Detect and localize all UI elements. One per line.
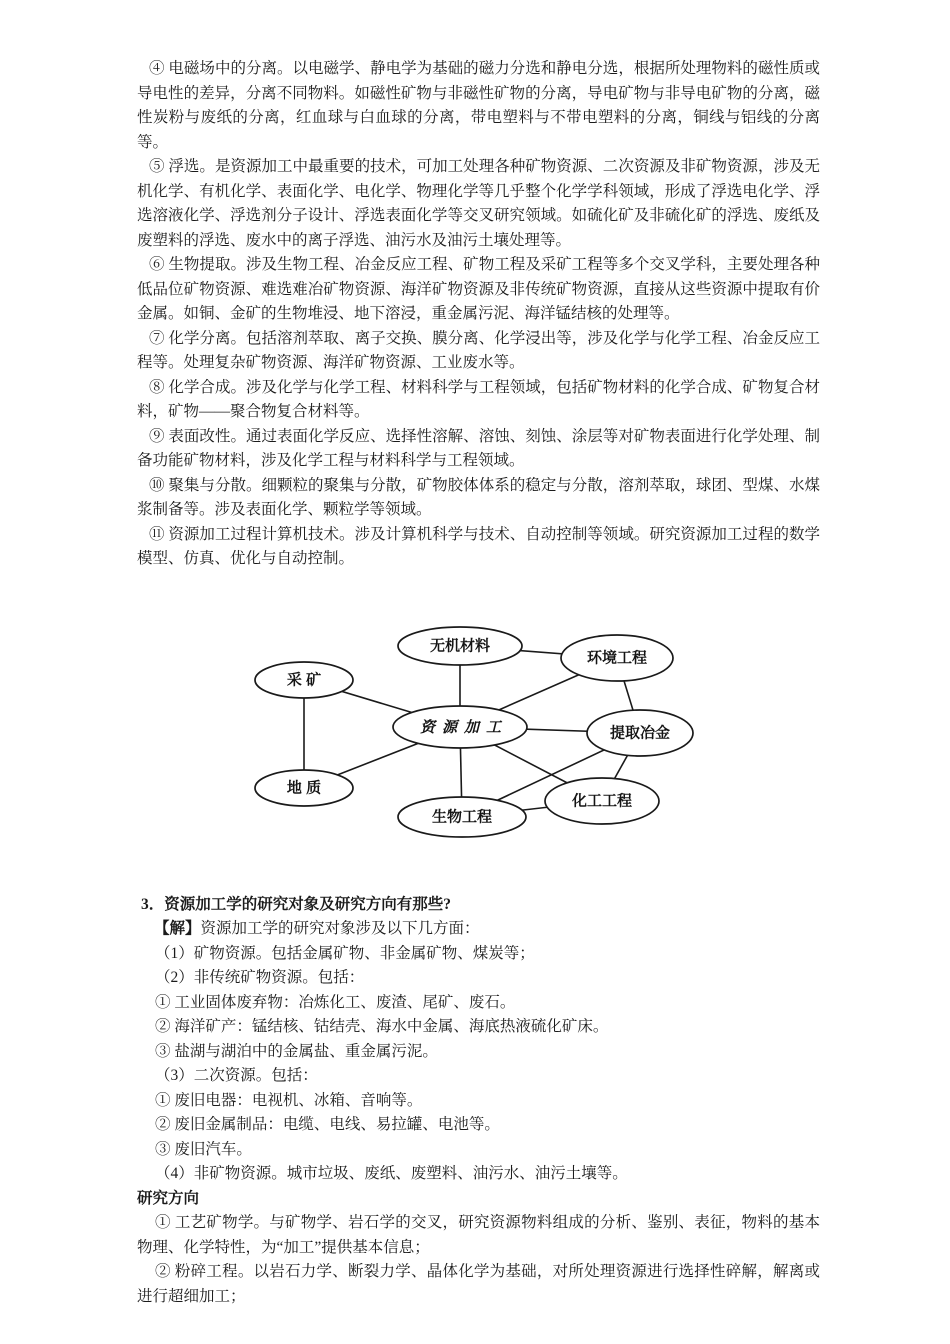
- list-item-10: （4）非矿物资源。城市垃圾、废纸、废塑料、油污水、油污土壤等。: [155, 1165, 628, 1182]
- diagram-node-label: 环境工程: [586, 649, 648, 666]
- diagram-node-dizhi: [255, 770, 353, 806]
- diagram-node-label: 生物工程: [431, 808, 493, 825]
- diagram-node-label: 采 矿: [286, 671, 322, 688]
- diagram-node-tiqu-yejin: [587, 710, 693, 756]
- diagram-node-ziyuan-jiagong: [393, 706, 527, 748]
- list-item-6: （3）二次资源。包括：: [155, 1067, 318, 1084]
- paragraph-item-10: ⑩ 聚集与分散。细颗粒的聚集与分散，矿物胶体体系的稳定与分散，溶剂萃取，球团、型煤、水煤浆制备等。涉及表面化学、颗粒学等领域。: [137, 476, 820, 518]
- paragraph-item-4: ④ 电磁场中的分离。以电磁学、静电学为基础的磁力分选和静电分选，根据所处理物料的磁性质或导电性的差异，分离不同物料。如磁性矿物与非磁性矿物的分离，导电矿物与非导电矿物的分离，磁性炭粉与废纸的分离，红血球与白血球的分离，带电塑料与不带电塑料的分离，铜线与铝线的分离等。: [137, 60, 820, 151]
- list-item-9: ③ 废旧汽车。: [155, 1140, 252, 1158]
- research-direction-heading: 研究方向: [137, 1189, 200, 1207]
- list-item-2: （2）非传统矿物资源。包括：: [155, 969, 365, 986]
- diagram-node-label: 无机材料: [429, 637, 491, 654]
- paragraph-item-8: ⑧ 化学合成。涉及化学与化学工程、材料科学与工程领域，包括矿物材料的化学合成、矿物复合材料，矿物——聚合物复合材料等。: [137, 378, 820, 420]
- diagram-node-wuji-cailiao: [398, 627, 522, 665]
- diagram-node-huanjing-gongcheng: [561, 635, 673, 681]
- paragraph-item-7: ⑦ 化学分离。包括溶剂萃取、离子交换、膜分离、化学浸出等，涉及化学与化学工程、冶金反应工程等。处理复杂矿物资源、海洋矿物资源、工业废水等。: [137, 329, 820, 371]
- diagram-node-caikuang: [255, 662, 353, 698]
- direction-paragraph-1: ① 工艺矿物学。与矿物学、岩石学的交叉，研究资源物料组成的分析、鉴别、表征，物料的基本物理、化学特性，为“加工”提供基本信息；: [137, 1214, 820, 1256]
- paragraph-item-5: ⑤ 浮选。是资源加工中最重要的技术，可加工处理各种矿物资源、二次资源及非矿物资源，涉及无机化学、有机化学、表面化学、电化学、物理化学等几乎整个化学学科领域，形成了浮选电化学、浮选溶液化学、浮选剂分子设计、浮选表面化学等交叉研究领域。如硫化矿及非硫化矿的浮选、废纸及废塑料的浮选、废水中的离子浮选、油污水及油污土壤处理等。: [137, 158, 820, 249]
- list-item-7: ① 废旧电器：电视机、冰箱、音响等。: [155, 1091, 423, 1109]
- paragraph-item-6: ⑥ 生物提取。涉及生物工程、冶金反应工程、矿物工程及采矿工程等多个交叉学科，主要处理各种低品位矿物资源、难选难冶矿物资源、海洋矿物资源及非传统矿物资源，直接从这些资源中提取有价金属。如铜、金矿的生物堆浸、地下溶浸，重金属污泥、海洋锰结核的处理等。: [137, 256, 820, 322]
- direction-paragraph-2: ② 粉碎工程。以岩石力学、断裂力学、晶体化学为基础，对所处理资源进行选择性碎解，解离或进行超细加工；: [137, 1263, 820, 1305]
- diagram-node-label: 化工工程: [571, 792, 633, 809]
- diagram-node-shengwu-gongcheng: [398, 797, 526, 837]
- answer-intro-line: [137, 917, 820, 942]
- diagram-node-label: 资源加工: [419, 717, 509, 736]
- paragraph-item-9: ⑨ 表面改性。通过表面化学反应、选择性溶解、溶蚀、刻蚀、涂层等对矿物表面进行化学处理、制备功能矿物材料，涉及化学工程与材料科学与工程领域。: [137, 427, 820, 469]
- list-item-8: ② 废旧金属制品：电缆、电线、易拉罐、电池等。: [155, 1116, 500, 1133]
- diagram-node-huagong-gongcheng: [545, 778, 659, 824]
- question-heading: 3．资源加工学的研究对象及研究方向有那些?: [141, 895, 452, 913]
- list-item-5: ③ 盐湖与湖泊中的金属盐、重金属污泥。: [155, 1042, 438, 1060]
- list-item-3: ① 工业固体废弃物：冶炼化工、废渣、尾矿、废石。: [155, 993, 516, 1011]
- answer-intro-text: 资源加工学的研究对象涉及以下几方面：: [200, 920, 480, 937]
- diagram-node-label: 地 质: [286, 779, 322, 796]
- diagram-node-label: 提取冶金: [609, 724, 671, 741]
- discipline-network-diagram: [235, 610, 705, 860]
- answer-label: 【解】: [154, 920, 201, 937]
- list-item-1: （1）矿物资源。包括金属矿物、非金属矿物、煤炭等；: [155, 944, 535, 962]
- list-item-4: ② 海洋矿产：锰结核、钴结壳、海水中金属、海底热液硫化矿床。: [155, 1018, 609, 1035]
- diagram-canvas: [235, 610, 705, 860]
- paragraph-item-11: ⑪ 资源加工过程计算机技术。涉及计算机科学与技术、自动控制等领域。研究资源加工过程的数学模型、仿真、优化与自动控制。: [137, 525, 820, 567]
